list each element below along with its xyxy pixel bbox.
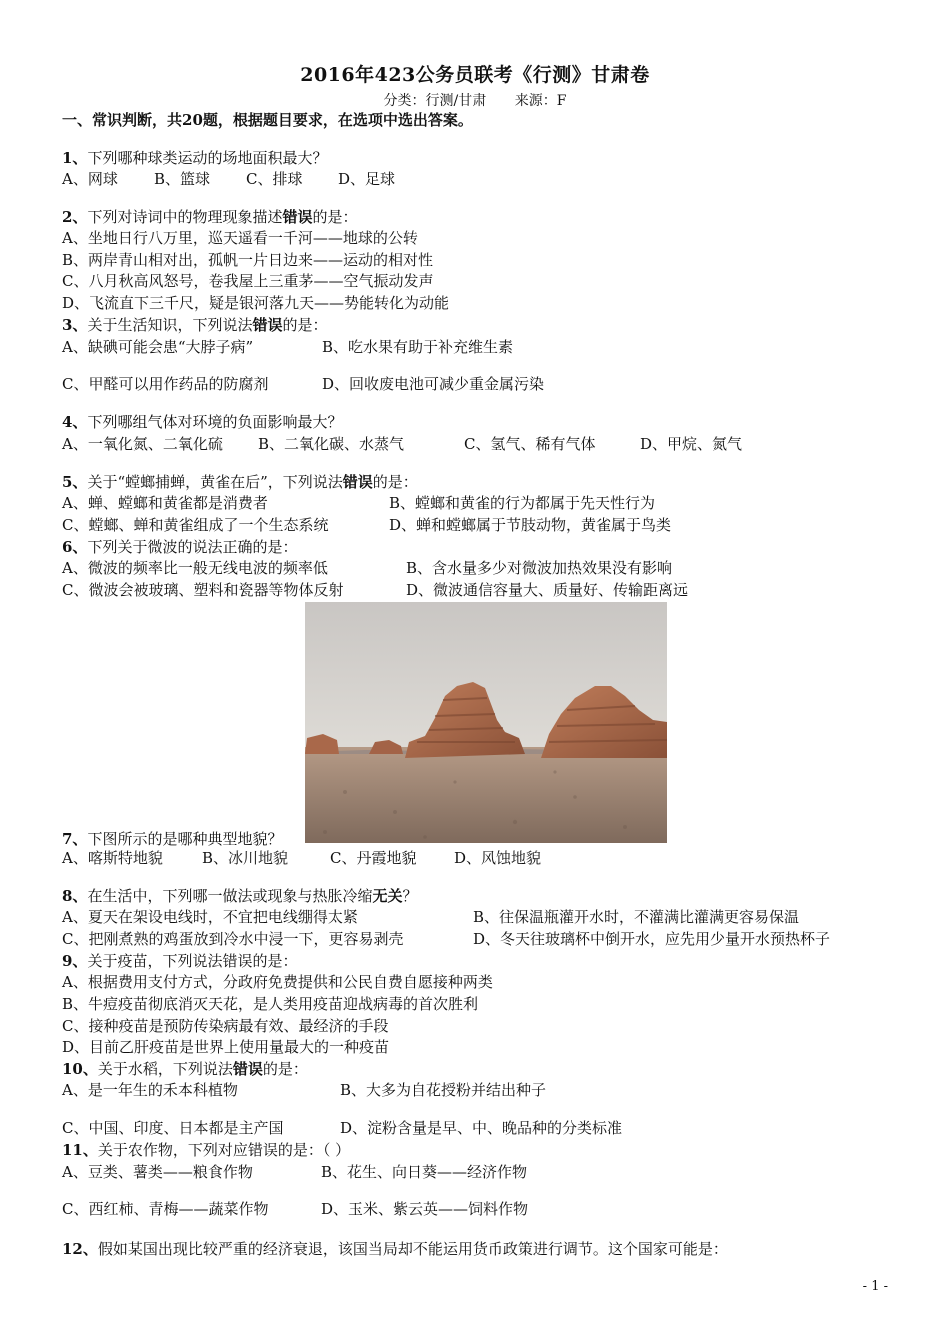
emphasis-text: 错误 xyxy=(342,473,373,491)
question-7 xyxy=(62,829,282,849)
landform-photo-image xyxy=(305,602,667,843)
option-a: A、根据费用支付方式，分政府免费提供和公民自费自愿接种两类 xyxy=(62,973,493,991)
question-text-end: 的是： xyxy=(372,473,418,491)
question-text: 下列关于微波的说法正确的是： xyxy=(87,538,298,556)
option-a: A、喀斯特地貌 xyxy=(62,849,163,867)
option-d: D、玉米、紫云英——饲料作物 xyxy=(321,1200,529,1218)
option-d: D、微波通信容量大、质量好、传输距离远 xyxy=(406,581,689,599)
option-c: C、西红柿、青梅——蔬菜作物 xyxy=(62,1200,269,1218)
option-b: B、吃水果有助于补充维生素 xyxy=(322,338,514,356)
option-c: C、接种疫苗是预防传染病最有效、最经济的手段 xyxy=(62,1017,389,1035)
option-b: B、两岸青山相对出，孤帆一片日边来——运动的相对性 xyxy=(62,251,434,269)
question-7-options xyxy=(62,848,541,868)
option-b: B、含水量多少对微波加热效果没有影响 xyxy=(406,559,673,577)
question-number: 9、 xyxy=(62,952,88,970)
option-a: A、一氧化氮、二氧化硫 xyxy=(62,435,223,453)
option-b: B、大多为自花授粉并结出种子 xyxy=(340,1081,547,1099)
question-number: 5、 xyxy=(62,473,88,491)
question-text-end: ？ xyxy=(402,887,418,905)
question-text: 下列哪种球类运动的场地面积最大？ xyxy=(87,149,328,167)
document-title: 2016年423公务员联考《行测》甘肃卷 xyxy=(300,64,650,86)
question-1-options xyxy=(62,169,395,189)
emphasis-text: 错误 xyxy=(282,208,313,226)
question-text-end: 的是： xyxy=(312,208,358,226)
question-8-options-cd xyxy=(62,929,830,949)
section-heading: 一、常识判断，共20题，根据题目要求，在选项中选出答案。 xyxy=(62,111,473,129)
question-11 xyxy=(62,1140,350,1160)
question-4-options xyxy=(62,434,742,454)
question-text: 关于“螳螂捕蝉，黄雀在后”，下列说法 xyxy=(87,473,343,491)
emphasis-text: 错误 xyxy=(232,1060,263,1078)
question-text-end: 的是： xyxy=(282,316,328,334)
option-a: A、是一年生的禾本科植物 xyxy=(62,1081,238,1099)
question-5-options-ab xyxy=(62,493,655,513)
landform-photo xyxy=(305,602,667,843)
emphasis-text: 无关 xyxy=(372,887,403,905)
question-2 xyxy=(62,207,357,227)
option-d: D、冬天往玻璃杯中倒开水，应先用少量开水预热杯子 xyxy=(473,930,831,948)
question-number: 4、 xyxy=(62,413,88,431)
option-b: B、螳螂和黄雀的行为都属于先天性行为 xyxy=(389,494,656,512)
option-c: C、微波会被玻璃、塑料和瓷器等物体反射 xyxy=(62,581,344,599)
question-6 xyxy=(62,537,297,557)
question-10 xyxy=(62,1059,308,1079)
question-number: 3、 xyxy=(62,316,88,334)
option-c: C、丹霞地貌 xyxy=(330,849,417,867)
page-number: - 1 - xyxy=(862,1279,888,1294)
option-d: D、风蚀地貌 xyxy=(454,849,542,867)
question-3-options-ab xyxy=(62,337,513,357)
option-c: C、排球 xyxy=(246,170,303,188)
question-text: 关于农作物，下列对应错误的是：（ ） xyxy=(97,1141,351,1159)
option-d: D、回收废电池可减少重金属污染 xyxy=(322,375,545,393)
source-label: 来源：F xyxy=(514,93,567,109)
question-11-options-ab xyxy=(62,1162,527,1182)
option-b: B、牛痘疫苗彻底消灭天花，是人类用疫苗迎战病毒的首次胜利 xyxy=(62,995,479,1013)
option-c: C、甲醛可以用作药品的防腐剂 xyxy=(62,375,269,393)
option-a: A、坐地日行八万里，巡天遥看一千河——地球的公转 xyxy=(62,229,418,247)
option-a: A、蝉、螳螂和黄雀都是消费者 xyxy=(62,494,268,512)
option-d: D、飞流直下三千尺，疑是银河落九天——势能转化为动能 xyxy=(62,294,450,312)
option-c: C、八月秋高风怒号，卷我屋上三重茅——空气振动发声 xyxy=(62,272,434,290)
question-4 xyxy=(62,412,342,432)
option-d: D、蝉和螳螂属于节肢动物，黄雀属于鸟类 xyxy=(389,516,672,534)
question-8 xyxy=(62,886,417,906)
option-a: A、豆类、薯类——粮食作物 xyxy=(62,1163,253,1181)
question-text-end: 的是： xyxy=(262,1060,308,1078)
question-text: 下列哪组气体对环境的负面影响最大？ xyxy=(87,413,343,431)
question-5-options-cd xyxy=(62,515,671,535)
question-3-options-cd xyxy=(62,374,544,394)
option-c: C、把刚煮熟的鸡蛋放到冷水中浸一下，更容易剥壳 xyxy=(62,930,404,948)
question-number: 7、 xyxy=(62,830,88,848)
option-b: B、花生、向日葵——经济作物 xyxy=(321,1163,528,1181)
question-9 xyxy=(62,951,297,971)
question-3 xyxy=(62,315,327,335)
option-c: C、中国、印度、日本都是主产国 xyxy=(62,1119,284,1137)
option-c: C、氢气、稀有气体 xyxy=(464,435,596,453)
document-meta xyxy=(0,90,950,110)
option-b: B、冰川地貌 xyxy=(202,849,289,867)
option-b: B、二氧化碳、水蒸气 xyxy=(258,435,405,453)
emphasis-text: 错误 xyxy=(252,316,283,334)
option-d: D、目前乙肝疫苗是世界上使用量最大的一种疫苗 xyxy=(62,1038,390,1056)
question-text: 关于疫苗，下列说法错误的是： xyxy=(87,952,298,970)
option-d: D、甲烷、氮气 xyxy=(640,435,743,453)
question-11-options-cd xyxy=(62,1199,528,1219)
question-number: 6、 xyxy=(62,538,88,556)
question-5 xyxy=(62,472,418,492)
category-label: 分类：行测/甘肃 xyxy=(383,93,487,109)
option-a: A、夏天在架设电线时，不宜把电线绷得太紧 xyxy=(62,908,358,926)
question-1 xyxy=(62,148,327,168)
question-10-options-cd xyxy=(62,1118,622,1138)
option-a: A、网球 xyxy=(62,170,118,188)
question-number: 12、 xyxy=(62,1240,98,1258)
option-b: B、往保温瓶灌开水时，不灌满比灌满更容易保温 xyxy=(473,908,800,926)
question-text: 在生活中，下列哪一做法或现象与热胀冷缩 xyxy=(87,887,373,905)
option-d: D、淀粉含量是早、中、晚品种的分类标准 xyxy=(340,1119,623,1137)
question-number: 2、 xyxy=(62,208,88,226)
question-text: 下图所示的是哪种典型地貌？ xyxy=(87,830,283,848)
question-number: 11、 xyxy=(62,1141,98,1159)
question-number: 1、 xyxy=(62,149,88,167)
question-8-options-ab xyxy=(62,907,799,927)
question-text: 关于生活知识，下列说法 xyxy=(87,316,253,334)
question-12 xyxy=(62,1239,728,1259)
question-6-options-ab xyxy=(62,558,672,578)
question-text: 假如某国出现比较严重的经济衰退，该国当局却不能运用货币政策进行调节。这个国家可能是： xyxy=(97,1240,728,1258)
option-d: D、足球 xyxy=(338,170,396,188)
question-number: 8、 xyxy=(62,887,88,905)
option-b: B、篮球 xyxy=(154,170,211,188)
option-a: A、缺碘可能会患“大脖子病” xyxy=(62,338,254,356)
option-a: A、微波的频率比一般无线电波的频率低 xyxy=(62,559,328,577)
question-text: 关于水稻，下列说法 xyxy=(97,1060,233,1078)
option-c: C、螳螂、蝉和黄雀组成了一个生态系统 xyxy=(62,516,329,534)
question-number: 10、 xyxy=(62,1060,98,1078)
question-10-options-ab xyxy=(62,1080,546,1100)
question-6-options-cd xyxy=(62,580,688,600)
question-text: 下列对诗词中的物理现象描述 xyxy=(87,208,283,226)
